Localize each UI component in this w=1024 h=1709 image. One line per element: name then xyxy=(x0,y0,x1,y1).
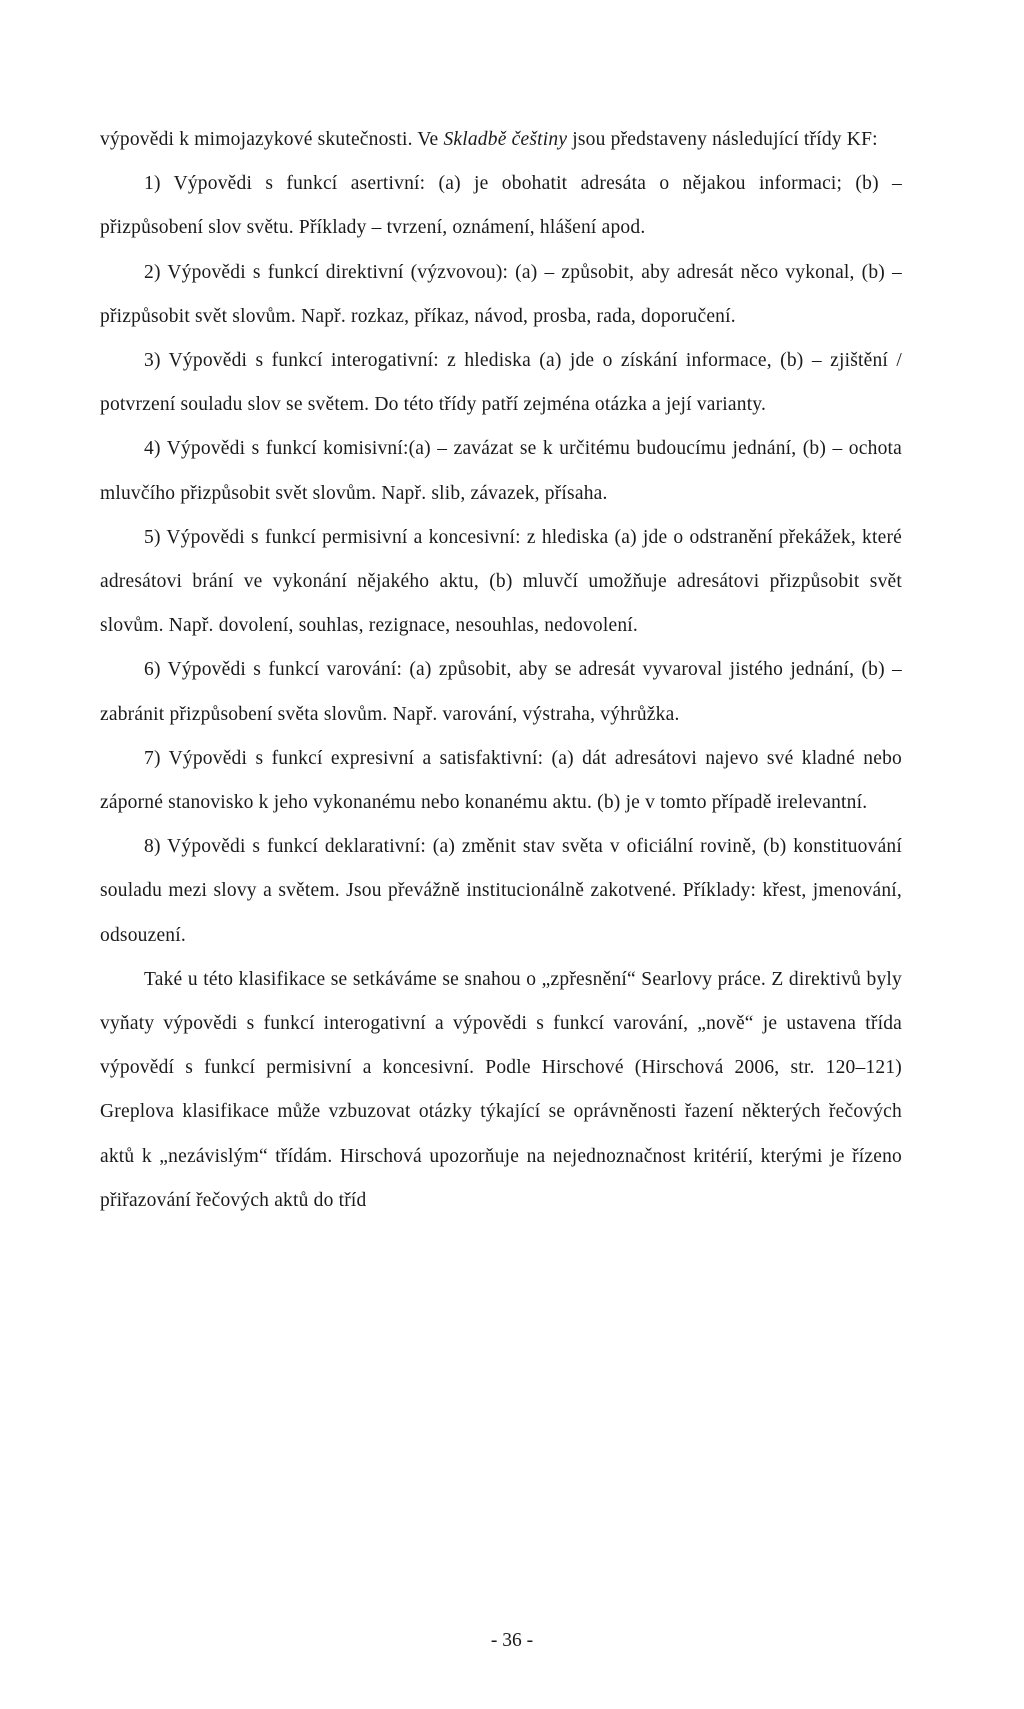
paragraph-7: 7) Výpovědi s funkcí expresivní a satisfaktivní: (a) dát adresátovi najevo své kladné nebo záporné stanovisko k jeho vykonanému nebo konanému aktu. (b) je v tomto případě irelevantní. xyxy=(100,747,902,814)
paragraph-5: 5) Výpovědi s funkcí permisivní a koncesivní: z hlediska (a) jde o odstranění překážek, které adresátovi brání ve vykonání nějakého aktu, (b) mluvčí umožňuje adresátovi přizpůsobit svět slovům. Např. dovolení, souhlas, rezignace, nesouhlas, nedovolení. xyxy=(100,526,902,637)
intro-paragraph xyxy=(100,118,902,162)
paragraph-4: 4) Výpovědi s funkcí komisivní:(a) – zavázat se k určitému budoucímu jednání, (b) – ochota mluvčího přizpůsobit svět slovům. Např. slib, závazek, přísaha. xyxy=(100,438,902,504)
paragraph-8: 8) Výpovědi s funkcí deklarativní: (a) změnit stav světa v oficiální rovině, (b) konstituování souladu mezi slovy a světem. Jsou převážně institucionálně zakotvené. Příklady: křest, jmenování, odsouzení. xyxy=(100,836,902,946)
intro-text-before: výpovědi k mimojazykové skutečnosti. Ve xyxy=(100,129,444,150)
paragraph-1: 1) Výpovědi s funkcí asertivní: (a) je obohatit adresáta o nějakou informaci; (b) – přizpůsobení slov světu. Příklady – tvrzení, oznámení, hlášení apod. xyxy=(100,173,902,239)
book-title: Skladbě češtiny xyxy=(443,129,568,150)
paragraph-6: 6) Výpovědi s funkcí varování: (a) způsobit, aby se adresát vyvaroval jistého jednání, (b) – zabránit přizpůsobení světa slovům. Např. varování, výstraha, výhrůžka. xyxy=(100,659,902,725)
paragraph-2: 2) Výpovědi s funkcí direktivní (výzvovou): (a) – způsobit, aby adresát něco vykonal, (b) – přizpůsobit svět slovům. Např. rozkaz, příkaz, návod, prosba, rada, doporučení. xyxy=(100,261,902,327)
intro-text-after: jsou představeny následující třídy KF: xyxy=(567,129,878,150)
page-body xyxy=(100,118,902,1223)
paragraph-9: Také u této klasifikace se setkáváme se snahou o „zpřesnění“ Searlovy práce. Z direktivů byly vyňaty výpovědi s funkcí interogativní a výpovědi s funkcí varování, „nově“ je ustavena třída výpovědí s funkcí permisivní a koncesivní. Podle Hirschové (Hirschová 2006, str. 120–121) Greplova klasifikace může vzbuzovat otázky týkající se oprávněnosti řazení některých řečových aktů k „nezávislým“ třídám. Hirschová upozorňuje na nejednoznačnost kritérií, kterými je řízeno přiřazování řečových aktů do tříd xyxy=(100,968,902,1211)
page-number: - 36 - xyxy=(490,1630,534,1651)
paragraph-3: 3) Výpovědi s funkcí interogativní: z hlediska (a) jde o získání informace, (b) – zjištění / potvrzení souladu slov se světem. Do této třídy patří zejména otázka a její varianty. xyxy=(100,350,902,416)
